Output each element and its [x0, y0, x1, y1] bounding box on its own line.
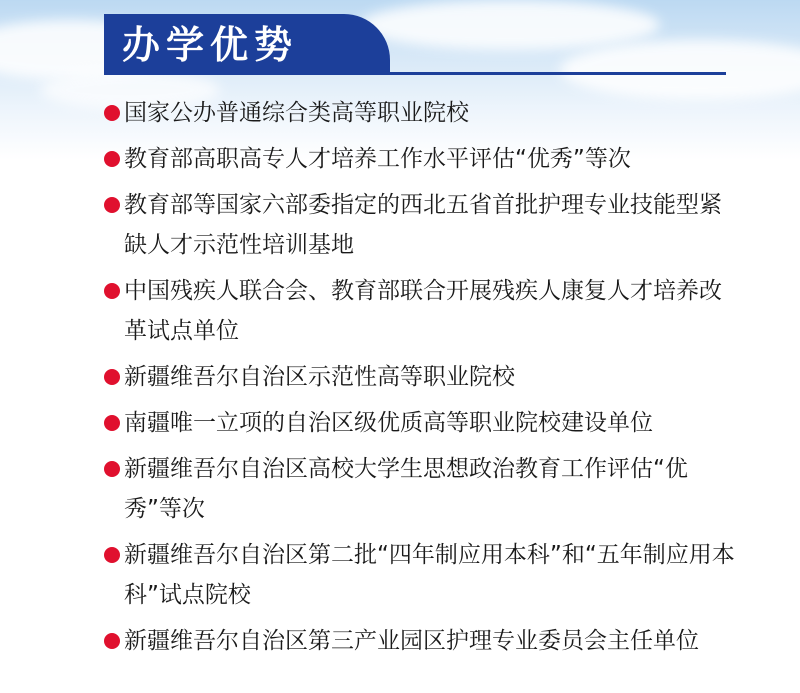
list-item — [104, 535, 744, 615]
list-item — [104, 449, 744, 529]
list-item — [104, 185, 744, 265]
list-item-text: 新疆维吾尔自治区第三产业园区护理专业委员会主任单位 — [124, 628, 699, 654]
cloud — [560, 40, 800, 100]
section-title: 办学优势 — [122, 23, 299, 67]
red-dot-bullet-icon — [104, 547, 120, 563]
red-dot-bullet-icon — [104, 197, 120, 213]
red-dot-bullet-icon — [104, 283, 120, 299]
list-item-text: 教育部等国家六部委指定的西北五省首批护理专业技能型紧缺人才示范性培训基地 — [124, 192, 722, 258]
list-item — [104, 271, 744, 351]
list-item-text: 新疆维吾尔自治区高校大学生思想政治教育工作评估“优秀”等次 — [124, 456, 688, 522]
list-item-text: 国家公办普通综合类高等职业院校 — [124, 100, 469, 126]
list-item — [104, 93, 744, 133]
red-dot-bullet-icon — [104, 633, 120, 649]
red-dot-bullet-icon — [104, 461, 120, 477]
list-item-text: 教育部高职高专人才培养工作水平评估“优秀”等次 — [124, 146, 631, 172]
red-dot-bullet-icon — [104, 105, 120, 121]
list-item — [104, 403, 744, 443]
list-item-text: 南疆唯一立项的自治区级优质高等职业院校建设单位 — [124, 410, 653, 436]
cloud — [360, 0, 660, 50]
list-item-text: 新疆维吾尔自治区示范性高等职业院校 — [124, 364, 515, 390]
list-item-text: 中国残疾人联合会、教育部联合开展残疾人康复人才培养改革试点单位 — [124, 278, 722, 344]
red-dot-bullet-icon — [104, 151, 120, 167]
list-item — [104, 621, 744, 661]
title-underline — [104, 72, 726, 75]
list-item — [104, 139, 744, 179]
red-dot-bullet-icon — [104, 369, 120, 385]
list-item-text: 新疆维吾尔自治区第二批“四年制应用本科”和“五年制应用本科”试点院校 — [124, 542, 735, 608]
list-item — [104, 357, 744, 397]
red-dot-bullet-icon — [104, 415, 120, 431]
advantages-list — [104, 93, 744, 667]
